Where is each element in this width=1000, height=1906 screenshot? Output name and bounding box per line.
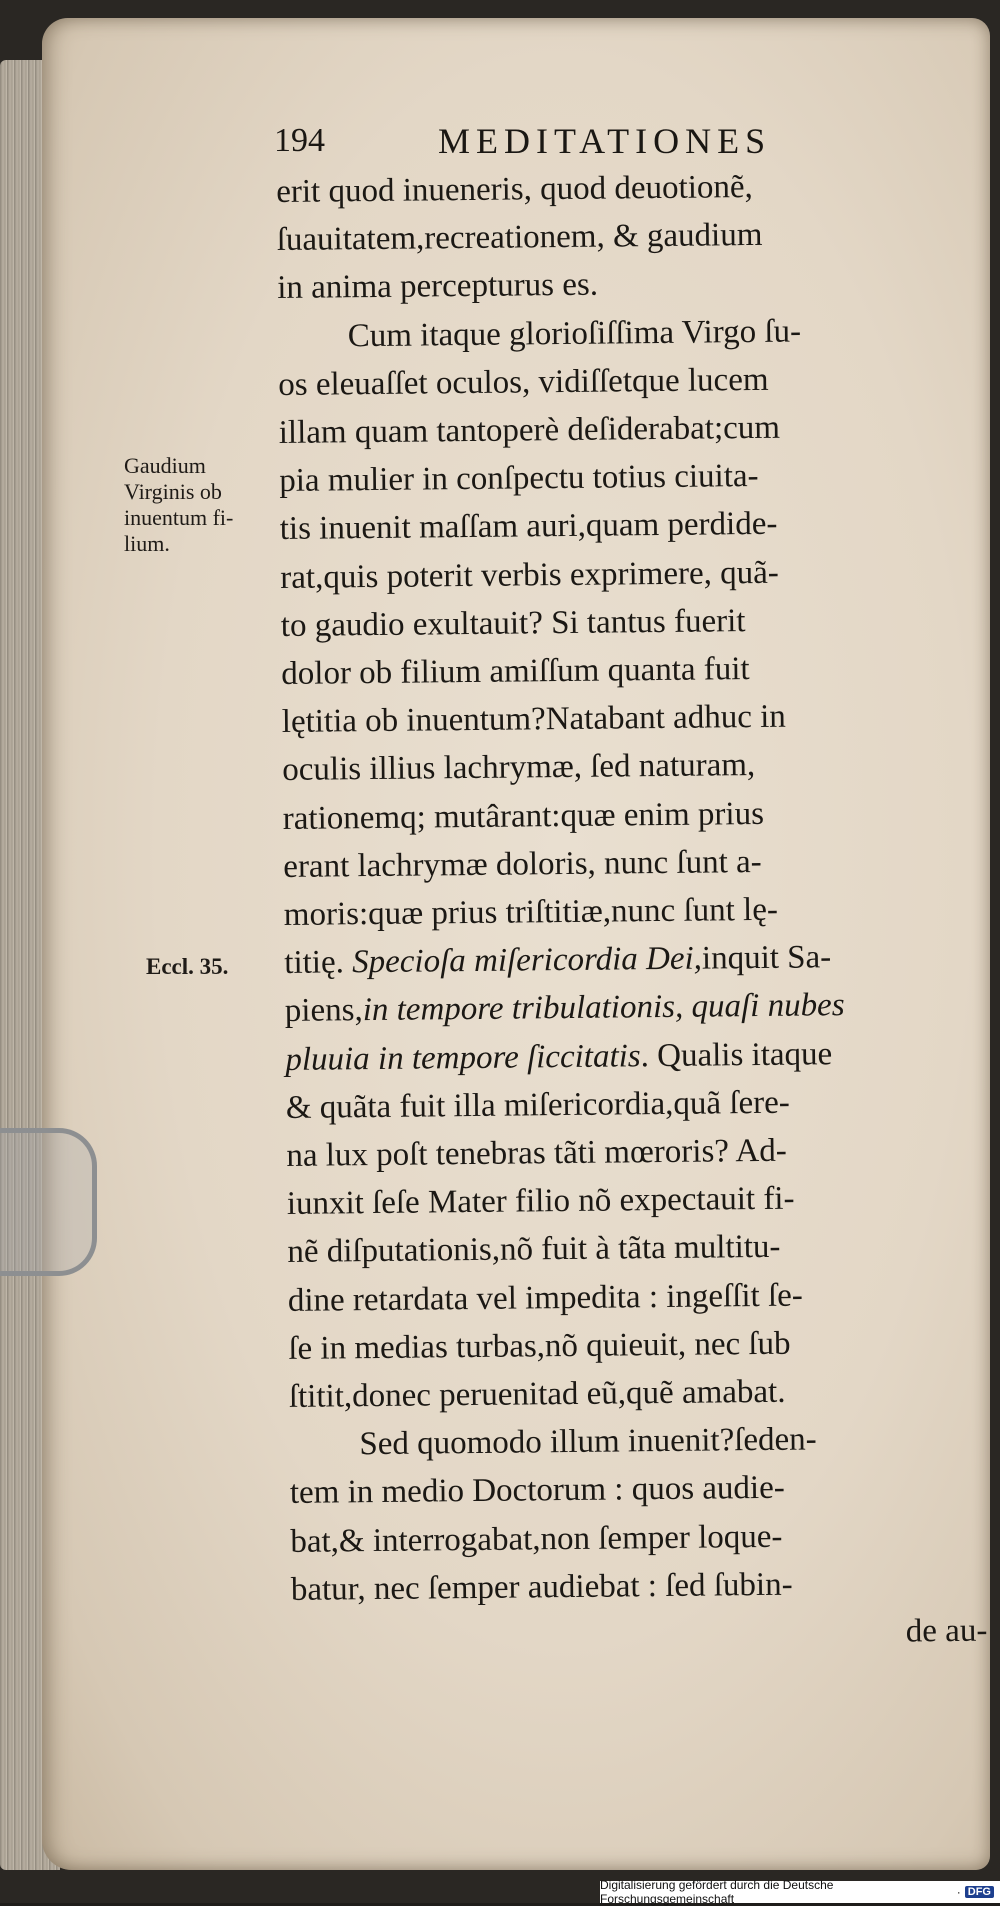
text-line: ſuauitatem,recreationem, & gaudium [276,217,763,259]
text-line: & quãta fuit illa miſericordia,quã ſere- [285,1084,790,1126]
margin-note-citation: Eccl. 35. [146,954,229,979]
digitization-credit: Digitalisierung gefördert durch die Deutsche Forschungsgemeinschaft · DFG [600,1881,1000,1903]
margin-note-line: Gaudium [124,453,206,478]
text-line: dolor ob filium amiſſum quanta fuit [281,651,750,693]
page-clip [0,1128,97,1276]
text-span: . Qualis itaque [640,1035,833,1074]
italic-quotation: Specioſa miſericordia Dei, [351,940,703,981]
text-span: piens, [284,992,363,1030]
italic-quotation: in tempore tribulationis, quaſi nubes [362,987,845,1029]
text-line: na lux poſt tenebras tãti mœroris? Ad- [286,1132,787,1175]
text-span: titię. [284,944,353,982]
running-head: MEDITATIONES [438,121,772,161]
text-line: rationemq; mutârant:quæ enim prius [282,795,765,837]
text-line: illam quam tantoperè deſiderabat;cum [278,409,781,452]
text-line: tis inuenit maſſam auri,quam perdide- [279,506,778,548]
dfg-logo: DFG [965,1886,994,1898]
text-line: de au- [905,1612,988,1650]
text-line: dine retardata vel impedita : ingeſſit ſe- [287,1277,803,1319]
text-line: lętitia ob inuentum?Natabant adhuc in [281,698,786,741]
italic-quotation: pluuia in tempore ſiccitatis [285,1037,641,1078]
text-line: rat,quis poterit verbis exprimere, quã- [280,554,779,596]
page-number: 194 [274,122,325,159]
margin-note-gaudium [124,453,274,557]
text-line: ſtitit,donec peruenitad eũ,quẽ amabat. [288,1373,786,1416]
text-line: Cum itaque glorioſiſſima Virgo ſu- [347,313,802,354]
margin-note-line: Virginis ob [124,479,222,504]
text-line: pia mulier in conſpectu totius ciuita- [279,458,759,500]
body-text [276,161,1000,1663]
text-line: batur, nec ſemper audiebat : ſed ſubin- [290,1566,793,1608]
margin-note-line: inuentum fi- [124,505,234,530]
text-line [285,980,995,1036]
text-line: to gaudio exultauit? Si tantus fuerit [280,602,746,644]
text-span: inquit Sa- [701,939,832,977]
text-line: tem in medio Doctorum : quos audie- [289,1470,785,1512]
text-line: erit quod inueneris, quod deuotionẽ, [276,169,753,210]
text-line: ſe in medias turbas,nõ quieuit, nec ſub [288,1325,791,1367]
credit-text: Digitalisierung gefördert durch die Deutsche Forschungsgemeinschaft [600,1878,834,1906]
text-line: os eleuaſſet oculos, vidiſſetque lucem [278,361,769,403]
text-line [284,932,994,988]
text-line: iunxit ſeſe Mater filio nõ expectauit fi- [286,1180,795,1223]
text-line: bat,& interrogabat,non ſemper loque- [290,1518,783,1560]
margin-note-line: lium. [124,531,170,556]
text-line: oculis illius lachrymæ, ſed naturam, [282,747,756,789]
text-line: nẽ diſputationis,nõ fuit à tãta multitu- [287,1229,781,1271]
text-line: erant lachrymæ doloris, nunc ſunt a- [283,843,762,885]
text-line: moris:quæ prius triſtitiæ,nunc ſunt lę- [283,891,779,934]
text-line: Sed quomodo illum inuenit?ſeden- [359,1421,817,1463]
text-line: in anima percepturus es. [277,267,599,307]
text-line [285,1028,995,1084]
